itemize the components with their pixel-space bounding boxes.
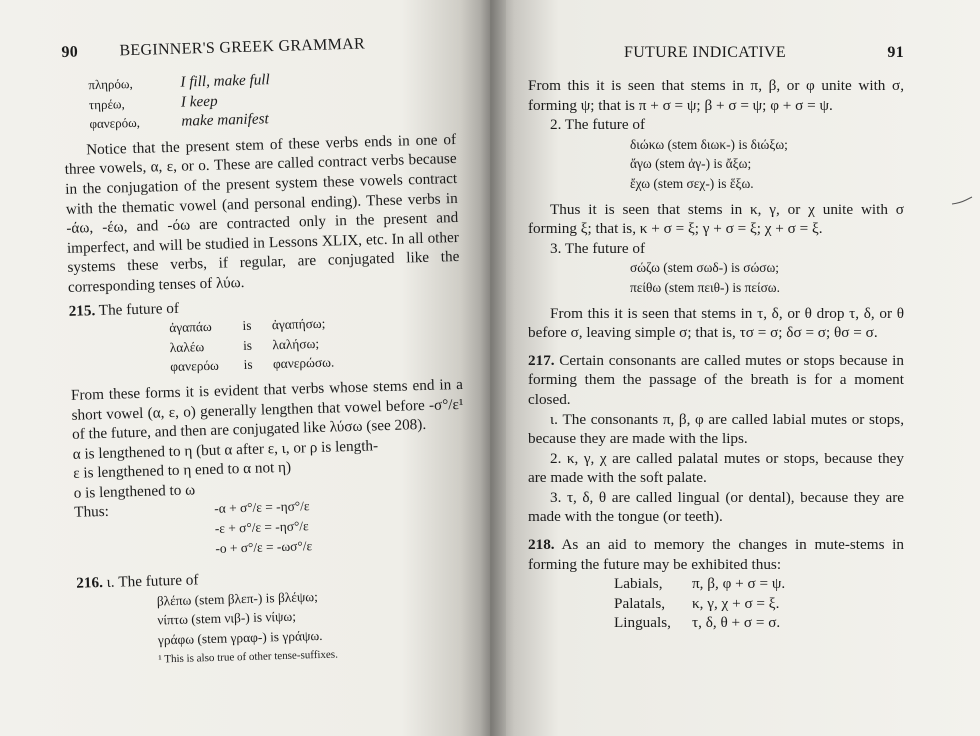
section-text: Certain consonants are called mutes or stops because in forming them the passage of the breath is for a moment closed. xyxy=(528,351,904,408)
summary-rule: τ, δ, θ + σ = σ. xyxy=(692,614,781,632)
example-row: πείθω (stem πειθ-) is πείσω. xyxy=(630,279,780,295)
example-row: νίπτω (stem νιβ-) is νίψω; xyxy=(157,609,297,628)
section-text: As an aid to memory the changes in mute-stems in forming the future may be exhibited thus: xyxy=(528,536,904,573)
summary-rule: κ, γ, χ + σ = ξ. xyxy=(692,594,780,612)
left-body xyxy=(62,65,470,672)
example-present: φανερόω xyxy=(170,358,220,375)
section-number: 218. xyxy=(528,536,555,554)
lengthening-rule-omicron: ο is lengthened to ω xyxy=(73,481,196,502)
thus-equations xyxy=(174,497,312,560)
gloss-english: I fill, make full xyxy=(180,71,270,91)
section-number: 215. xyxy=(68,301,96,320)
right-page xyxy=(490,0,980,736)
section-number: 216. xyxy=(76,574,104,593)
summary-label: Labials, xyxy=(614,575,663,593)
section-title: The future of xyxy=(98,299,180,319)
example-present: λαλέω xyxy=(169,338,205,355)
right-header-title: FUTURE INDICATIVE xyxy=(624,44,786,61)
summary-label: Linguals, xyxy=(614,614,671,632)
mute-type-item: 3. τ, δ, θ are called lingual (or dental), because they are made with the tongue (or teeth). xyxy=(528,488,904,526)
thus-equation: -ε + σ°/ε = -ησ°/ε xyxy=(214,518,309,536)
gloss-english: make manifest xyxy=(181,110,269,130)
pencil-mark-icon xyxy=(950,195,974,207)
lengthening-paragraph: From these forms it is evident that verbs whose stems end in a short vowel (α, ε, ο) generally lengthen that vowel before -σ°/ε¹ of the future, and then are conjugated like λύσω (see 208). xyxy=(70,375,464,443)
example-row: διώκω (stem διωκ-) is διώξω; xyxy=(630,136,788,152)
footnote: ¹ This is also true of other tense-suffixes. xyxy=(158,648,339,666)
gloss-greek: πληρόω, xyxy=(88,76,133,93)
summary-rule: π, β, φ + σ = ψ. xyxy=(692,575,786,593)
lengthening-rule-alpha: α is lengthened to η (but α after ε, ι, or ρ is length- xyxy=(72,436,379,463)
example-is: is xyxy=(242,337,253,353)
summary-row xyxy=(528,594,904,614)
example-row: ἄγω (stem ἀγ-) is ἄξω; xyxy=(630,156,752,172)
lingual-summary-paragraph: From this it is seen that stems in τ, δ, or θ drop τ, δ, or θ before σ, leaving simple σ; that is, τσ = σ; δσ = σ; θσ = σ. xyxy=(528,304,904,342)
section-217-paragraph xyxy=(528,351,904,410)
example-is: is xyxy=(242,317,252,334)
example-future: λαλήσω; xyxy=(272,335,320,352)
right-page-number: 91 xyxy=(887,44,904,61)
left-page-number: 90 xyxy=(61,43,79,61)
right-body xyxy=(528,76,904,633)
section-title: ι. The future of xyxy=(106,571,199,592)
thus-label: Thus: xyxy=(74,503,110,522)
mute-type-item: 2. κ, γ, χ are called palatal mutes or stops, because they are made with the soft palate. xyxy=(528,449,904,487)
example-row: σώζω (stem σωδ-) is σώσω; xyxy=(630,260,780,276)
palatal-summary-paragraph: Thus it is seen that stems in κ, γ, or χ unite with σ forming ξ; that is, κ + σ = ξ; γ + σ = ξ; χ + σ = ξ. xyxy=(528,200,904,238)
example-present: ἀγαπάω xyxy=(168,319,212,336)
gloss-greek: τηρέω, xyxy=(88,95,125,112)
gloss-english: I keep xyxy=(180,92,218,111)
section-number: 217. xyxy=(528,351,555,369)
thus-equation: -ο + σ°/ε = -ωσ°/ε xyxy=(215,537,313,556)
summary-row xyxy=(528,574,904,594)
example-row: βλέπω (stem βλεπ-) is βλέψω; xyxy=(156,588,318,609)
example-future: φανερώσω. xyxy=(272,354,335,372)
summary-row xyxy=(528,613,904,633)
mute-type-item: ι. The consonants π, β, φ are called labial mutes or stops, because they are made with the lips. xyxy=(528,410,904,448)
contract-verbs-paragraph: Notice that the present stem of these verbs ends in one of three vowels, α, ε, or ο. These are called contract verbs because in the conjugation of the present system these vowels contract with the thematic vowel (and personal ending). These verbs in -άω, -έω, and -όω are contracted only in the present and imperfect, and will be studied in Lessons XLIX, etc. In all other systems these verbs, if regular, are conjugated like the corresponding tenses of λύω. xyxy=(64,130,460,296)
labial-summary-paragraph: From this it is seen that stems in π, β, or φ unite with σ, forming ψ; that is π + σ = ψ; β + σ = ψ; φ + σ = ψ. xyxy=(528,77,904,114)
left-header-title: BEGINNER'S GREEK GRAMMAR xyxy=(119,35,366,60)
example-future: ἀγαπήσω; xyxy=(271,315,326,333)
example-is: is xyxy=(243,357,253,373)
example-row: γράφω (stem γραφ-) is γράψω. xyxy=(157,627,323,648)
right-running-head xyxy=(528,44,904,64)
thus-equation: -α + σ°/ε = -ησ°/ε xyxy=(214,498,310,517)
book-gutter-shadow xyxy=(480,0,506,736)
subsection-3-heading: 3. The future of xyxy=(550,239,646,257)
summary-label: Palatals, xyxy=(614,594,666,612)
subsection-2-heading: 2. The future of xyxy=(550,116,646,134)
left-running-head xyxy=(61,33,453,64)
section-218-paragraph xyxy=(528,535,904,574)
gloss-greek: φανερόω, xyxy=(89,115,141,132)
thus-block xyxy=(74,492,467,562)
lengthening-rule-epsilon: ε is lengthened to η ened to α not η) xyxy=(72,459,292,483)
example-row: ἔχω (stem σεχ-) is ἕξω. xyxy=(630,175,754,191)
